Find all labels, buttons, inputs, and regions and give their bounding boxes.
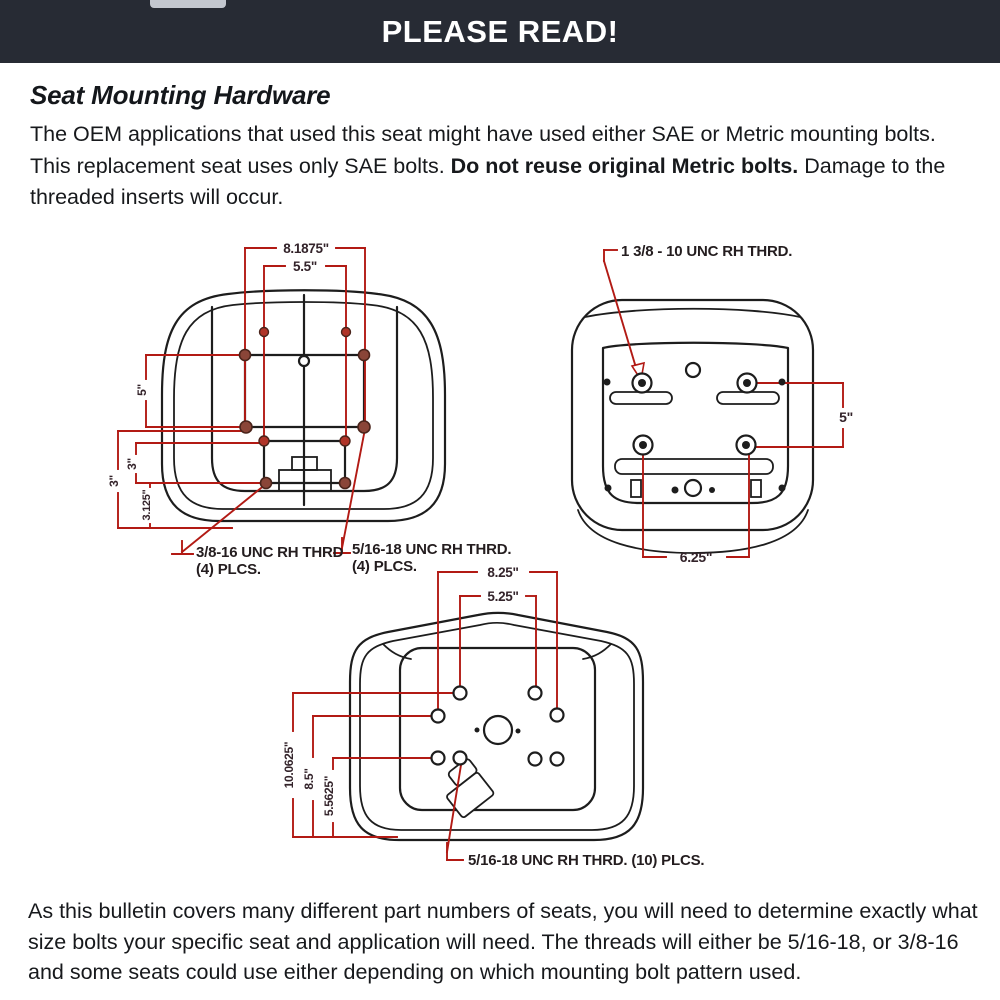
d1-thread-note-left-line1: 3/8-16 UNC RH THRD: [196, 544, 344, 561]
d2-height-label: 5": [839, 409, 853, 425]
footer-paragraph: As this bulletin covers many different part numbers of seats, you will need to determine exactly what size bolts your specific seat and application will need. The threads will either be 5/16-18, or 3/8-16 and some seats could use either depending on which mounting bolt pattern used.: [28, 899, 978, 985]
page-title: Seat Mounting Hardware: [30, 80, 331, 110]
d3-thread-note: 5/16-18 UNC RH THRD. (10) PLCS.: [468, 852, 705, 869]
d3-width-outer-label: 8.25": [487, 565, 519, 580]
diagram2-seat-underside: [572, 243, 853, 565]
d1-height-inner-label: 3": [125, 458, 139, 470]
banner-title: PLEASE READ!: [381, 13, 619, 49]
d1-width-outer-label: 8.1875": [283, 241, 329, 256]
d3-width-inner-label: 5.25": [487, 589, 519, 604]
d1-thread-note-right-line2: (4) PLCS.: [352, 558, 417, 575]
d1-height-outer-label: 3": [107, 475, 121, 487]
diagram1-seat-bottom: [107, 241, 511, 578]
d2-thread-note: 1 3/8 - 10 UNC RH THRD.: [621, 243, 793, 260]
diagram3-seat-back: [282, 565, 704, 869]
intro-text-bold: Do not reuse original Metric bolts.: [450, 153, 799, 178]
intro-text-normal-1: The OEM applications that used this seat might have used either SAE or Metric mounting bolts. This replacement seat uses only SAE bolts.: [30, 122, 936, 178]
diagram3-bolt-holes: [432, 687, 564, 766]
d3-height-outer-label: 10.0625": [282, 741, 296, 789]
d2-width-label: 6.25": [679, 549, 713, 565]
d3-height-mid-label: 8.5": [302, 768, 316, 790]
d3-height-inner-label: 5.5625": [322, 775, 336, 817]
d1-thread-note-right-line1: 5/16-18 UNC RH THRD.: [352, 541, 512, 558]
intro-text-normal-2: Damage to the threaded inserts will occur.: [30, 153, 946, 210]
d1-height-top-label: 5": [135, 384, 149, 396]
d1-height-bottom-label: 3.125": [141, 489, 153, 521]
d1-thread-note-left-line2: (4) PLCS.: [196, 561, 261, 578]
d1-width-inner-label: 5.5": [293, 259, 317, 274]
